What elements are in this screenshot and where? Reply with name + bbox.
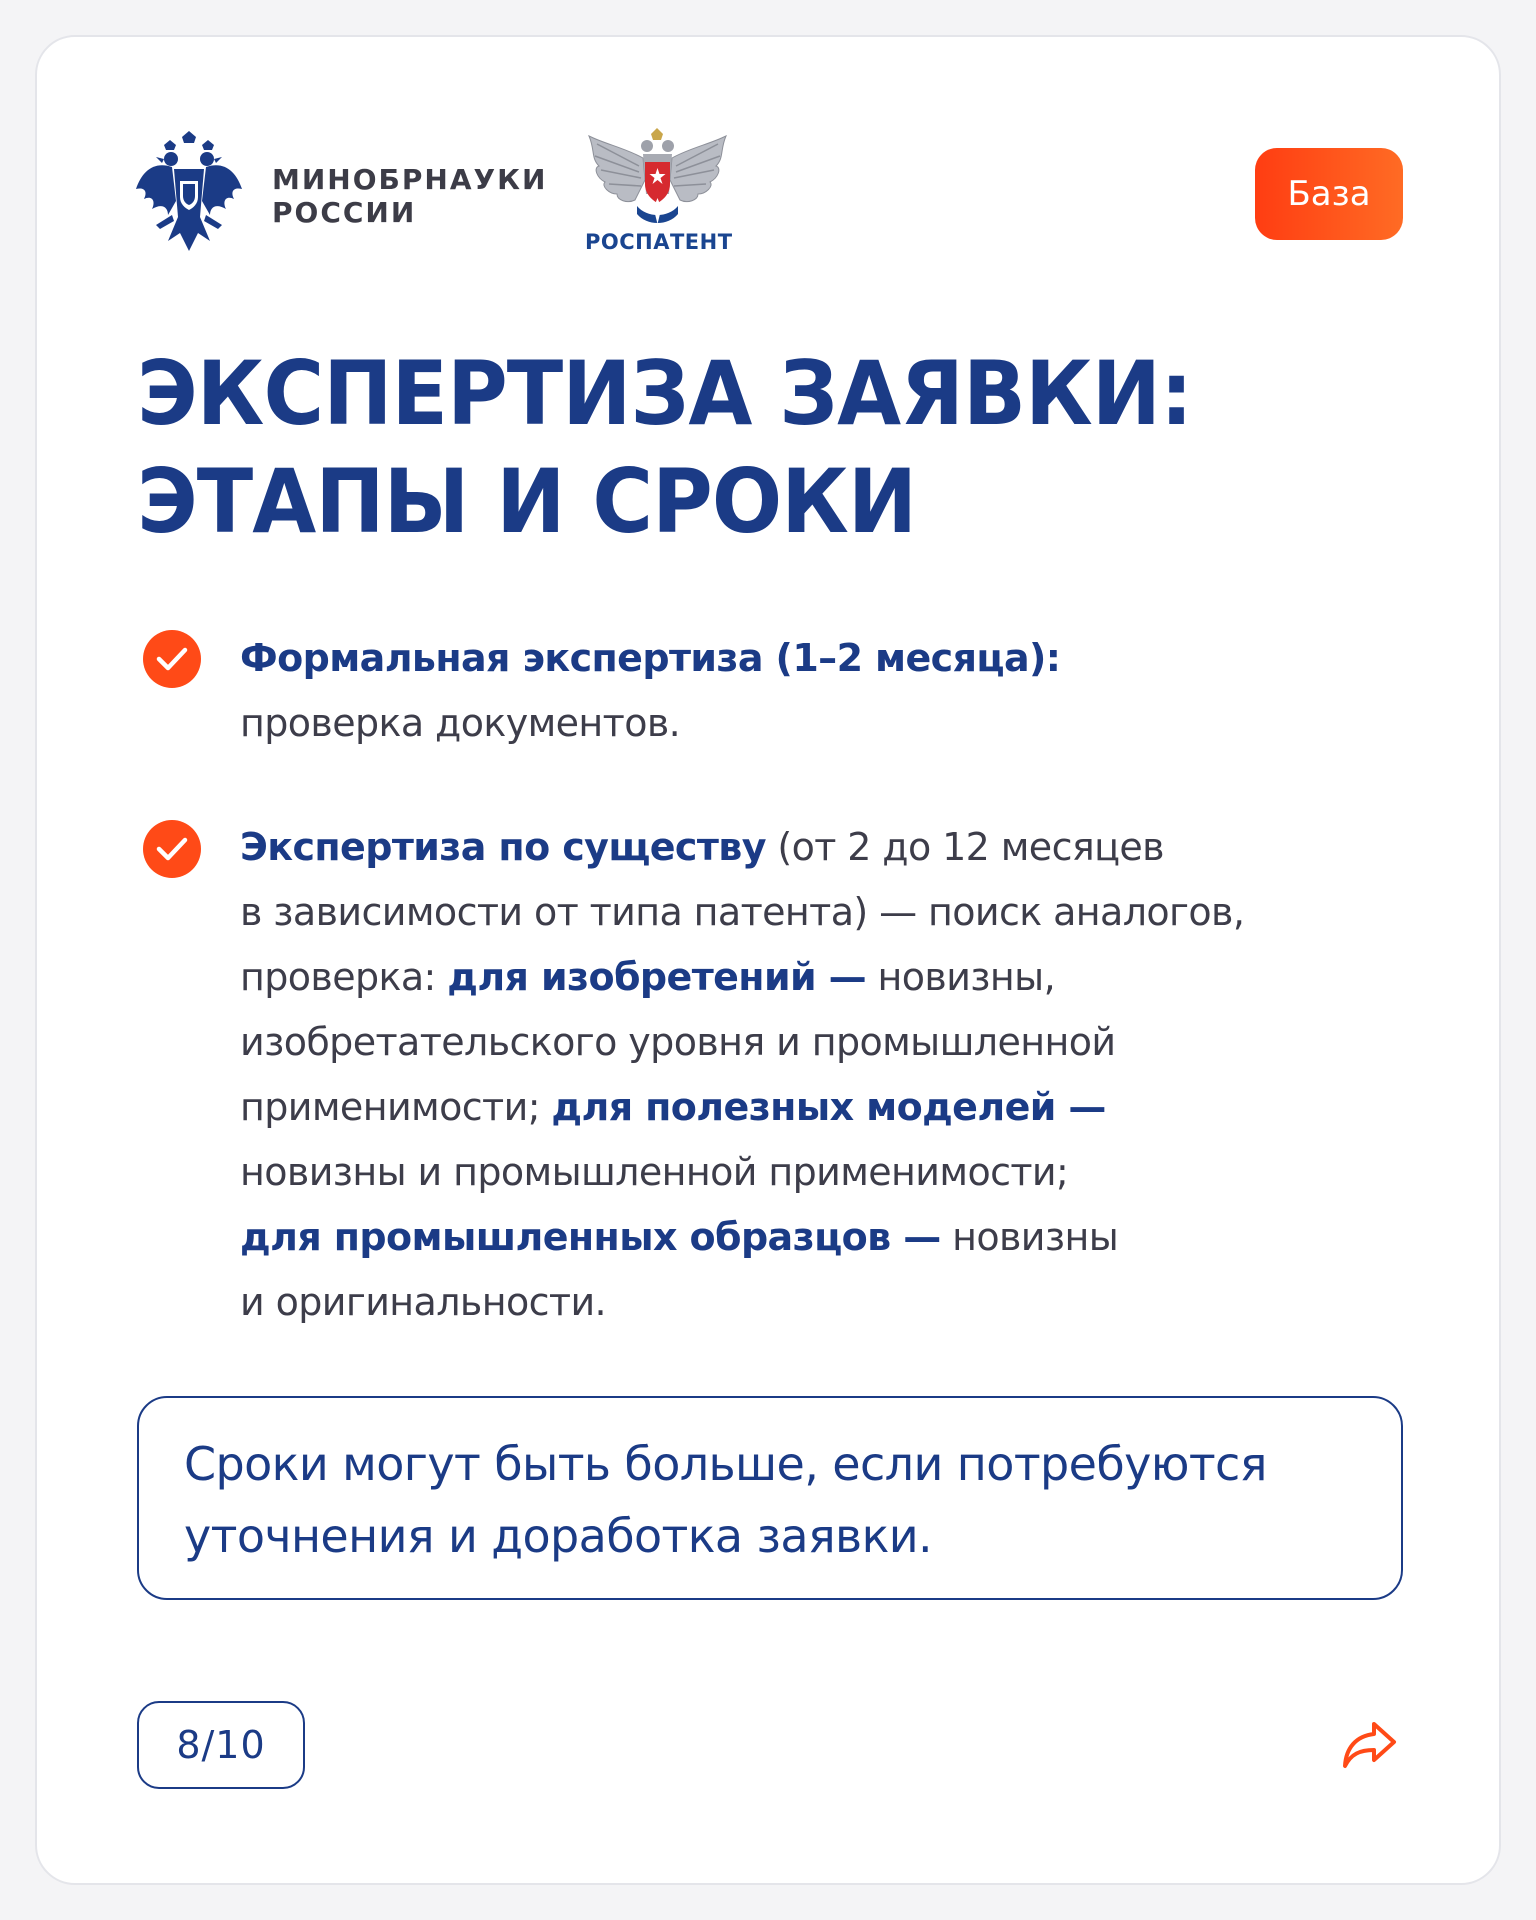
check-icon xyxy=(143,820,201,878)
item-line xyxy=(240,945,1244,1010)
list-item-formal-examination xyxy=(240,626,1060,756)
item-line xyxy=(240,1205,1244,1270)
item-line xyxy=(240,626,1060,691)
item-text: и оригинальности. xyxy=(240,1280,607,1324)
note-text xyxy=(184,1428,1267,1572)
item-line xyxy=(240,880,1244,945)
item-text: новизны, xyxy=(866,955,1056,999)
item-text: проверка: xyxy=(240,955,448,999)
item-line xyxy=(240,815,1244,880)
share-arrow-icon[interactable] xyxy=(1340,1718,1400,1772)
list-item-substantive-examination xyxy=(240,815,1244,1335)
item-line xyxy=(240,691,1060,756)
item-line xyxy=(240,1075,1244,1140)
item-line xyxy=(240,1140,1244,1205)
item-text: новизны xyxy=(940,1215,1119,1259)
item-bold-text: Формальная экспертиза (1–2 месяца): xyxy=(240,636,1061,680)
item-text: проверка документов. xyxy=(240,701,681,745)
item-bold-text: для полезных моделей — xyxy=(551,1085,1106,1129)
note-box xyxy=(137,1396,1403,1600)
item-line xyxy=(240,1270,1244,1335)
note-line-1: Сроки могут быть больше, если потребуются xyxy=(184,1437,1267,1491)
rospatent-emblem-icon xyxy=(585,128,730,233)
ministry-line-2: РОССИИ xyxy=(272,196,417,229)
ministry-line-1: МИНОБРНАУКИ xyxy=(272,163,548,196)
item-bold-text: Экспертиза по существу xyxy=(240,825,766,869)
item-line xyxy=(240,1010,1244,1075)
item-text: новизны и промышленной применимости; xyxy=(240,1150,1069,1194)
category-badge: База xyxy=(1255,148,1403,240)
title-line-2: ЭТАПЫ И СРОКИ xyxy=(137,450,917,553)
russian-eagle-emblem-icon xyxy=(134,131,244,256)
item-text: изобретательского уровня и промышленной xyxy=(240,1020,1116,1064)
item-text: (от 2 до 12 месяцев xyxy=(765,825,1164,869)
title-line-1: ЭКСПЕРТИЗА ЗАЯВКИ: xyxy=(137,342,1193,445)
item-bold-text: для промышленных образцов — xyxy=(240,1215,941,1259)
item-text: применимости; xyxy=(240,1085,552,1129)
note-line-2: уточнения и доработка заявки. xyxy=(184,1509,933,1563)
check-icon xyxy=(143,630,201,688)
ministry-name xyxy=(272,163,547,229)
item-bold-text: для изобретений — xyxy=(447,955,867,999)
page-counter: 8/10 xyxy=(137,1701,305,1789)
rospatent-label: РОСПАТЕНТ xyxy=(585,230,733,254)
page-title xyxy=(137,340,1192,556)
item-text: в зависимости от типа патента) — поиск аналогов, xyxy=(240,890,1245,934)
